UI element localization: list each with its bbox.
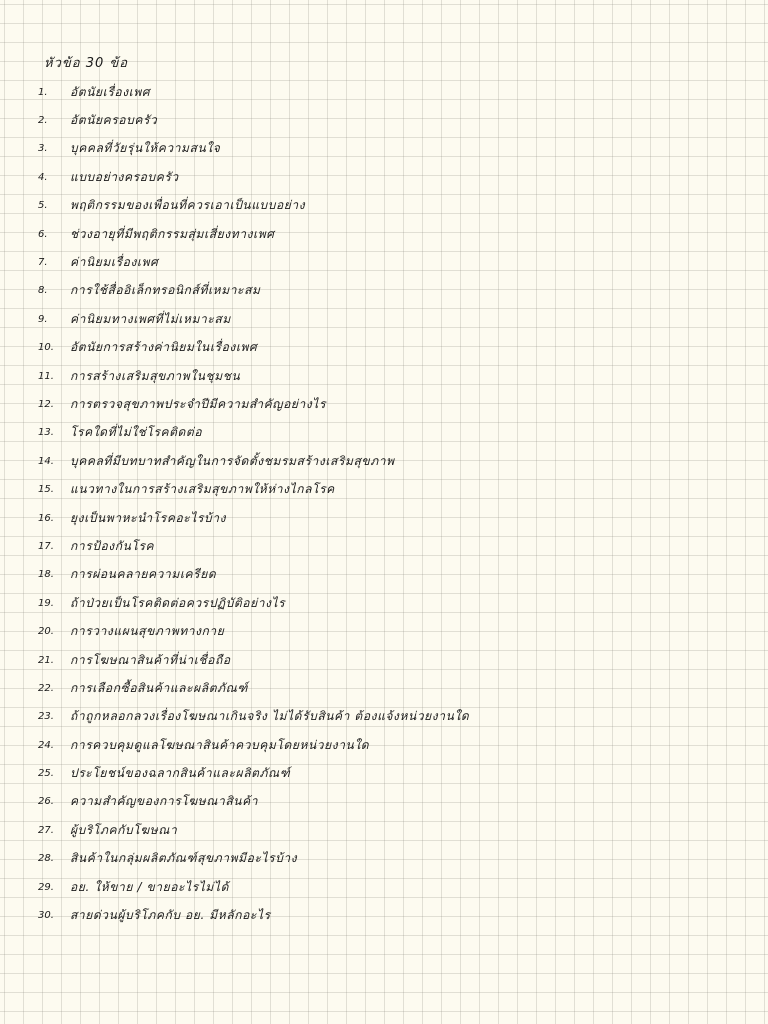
item-text: ค่านิยมทางเพศที่ไม่เหมาะสม <box>70 311 231 326</box>
item-text: การสร้างเสริมสุขภาพในชุมชน <box>70 368 241 383</box>
item-text: พฤติกรรมของเพื่อนที่ควรเอาเป็นแบบอย่าง <box>70 198 306 213</box>
list-item <box>38 703 469 731</box>
item-text: อัตนัยครอบครัว <box>70 113 158 128</box>
item-number: 23. <box>38 711 54 723</box>
item-text: ประโยชน์ของฉลากสินค้าและผลิตภัณฑ์ <box>70 766 291 781</box>
item-text: โรคใดที่ไม่ใช่โรคติดต่อ <box>70 425 203 440</box>
item-number: 22. <box>38 682 54 694</box>
item-text: การควบคุมดูแลโฆษณาสินค้าควบคุมโดยหน่วยงานใด <box>70 737 370 752</box>
page-title: หัวข้อ 30 ข้อ <box>44 56 129 71</box>
item-text: การตรวจสุขภาพประจำปีมีความสำคัญอย่างไร <box>70 396 326 411</box>
item-number: 10. <box>38 342 54 354</box>
item-number: 19. <box>38 597 54 609</box>
item-text: ช่วงอายุที่มีพฤติกรรมสุ่มเสี่ยงทางเพศ <box>70 226 275 241</box>
item-text: อัตนัยการสร้างค่านิยมในเรื่องเพศ <box>70 340 258 355</box>
item-number: 12. <box>38 398 54 410</box>
list-item <box>38 419 469 447</box>
list-item <box>38 447 469 475</box>
list-item <box>38 305 469 333</box>
list-item <box>38 788 469 816</box>
list-item <box>38 277 469 305</box>
item-text: การวางแผนสุขภาพทางกาย <box>70 624 225 639</box>
item-number: 26. <box>38 796 54 808</box>
item-text: บุคคลที่มีบทบาทสำคัญในการจัดตั้งชมรมสร้างเสริมสุขภาพ <box>70 453 395 468</box>
list-item <box>38 816 469 844</box>
item-text: ถ้าถูกหลอกลวงเรื่องโฆษณาเกินจริง ไม่ได้รับสินค้า ต้องแจ้งหน่วยงานใด <box>70 709 470 724</box>
item-number: 21. <box>38 654 54 666</box>
list-item <box>38 901 469 929</box>
list-item <box>38 192 469 220</box>
list-item <box>38 504 469 532</box>
item-number: 5. <box>38 200 48 212</box>
item-text: การผ่อนคลายความเครียด <box>70 567 217 582</box>
list-item <box>38 731 469 759</box>
item-text: การโฆษณาสินค้าที่น่าเชื่อถือ <box>70 652 231 667</box>
list-item <box>38 334 469 362</box>
list-item <box>38 674 469 702</box>
list-item <box>38 845 469 873</box>
list-item <box>38 163 469 191</box>
item-text: บุคคลที่วัยรุ่นให้ความสนใจ <box>70 141 221 156</box>
item-number: 3. <box>38 143 48 155</box>
list-item <box>38 617 469 645</box>
item-number: 30. <box>38 910 54 922</box>
item-text: อย. ให้ขาย / ขายอะไรไม่ได้ <box>70 879 229 894</box>
item-number: 16. <box>38 512 54 524</box>
list-item <box>38 362 469 390</box>
item-number: 13. <box>38 427 54 439</box>
list-item <box>38 646 469 674</box>
item-number: 27. <box>38 824 54 836</box>
list-item <box>38 759 469 787</box>
item-number: 8. <box>38 285 48 297</box>
item-text: แนวทางในการสร้างเสริมสุขภาพให้ห่างไกลโรค <box>70 482 335 497</box>
item-number: 20. <box>38 626 54 638</box>
item-text: สินค้าในกลุ่มผลิตภัณฑ์สุขภาพมีอะไรบ้าง <box>70 851 298 866</box>
list-item <box>38 475 469 503</box>
item-text: การป้องกันโรค <box>70 538 155 553</box>
item-number: 28. <box>38 853 54 865</box>
item-number: 7. <box>38 257 48 269</box>
list-item <box>38 532 469 560</box>
item-text: สายด่วนผู้บริโภคกับ อย. มีหลักอะไร <box>70 908 271 923</box>
item-number: 24. <box>38 739 54 751</box>
list-item <box>38 135 469 163</box>
item-number: 17. <box>38 540 54 552</box>
item-number: 15. <box>38 484 54 496</box>
list-item <box>38 873 469 901</box>
item-text: การใช้สื่ออิเล็กทรอนิกส์ที่เหมาะสม <box>70 283 261 298</box>
item-text: ความสำคัญของการโฆษณาสินค้า <box>70 794 259 809</box>
list-item <box>38 106 469 134</box>
item-number: 2. <box>38 115 48 127</box>
list-item <box>38 561 469 589</box>
list-item <box>38 390 469 418</box>
topic-list <box>38 78 469 930</box>
item-text: อัตนัยเรื่องเพศ <box>70 84 151 99</box>
item-number: 18. <box>38 569 54 581</box>
item-text: การเลือกซื้อสินค้าและผลิตภัณฑ์ <box>70 680 248 695</box>
item-number: 6. <box>38 228 48 240</box>
item-number: 1. <box>38 86 48 98</box>
item-text: ค่านิยมเรื่องเพศ <box>70 255 159 270</box>
list-item <box>38 78 469 106</box>
item-number: 4. <box>38 171 48 183</box>
item-number: 29. <box>38 881 54 893</box>
item-number: 14. <box>38 455 54 467</box>
list-item <box>38 248 469 276</box>
item-number: 25. <box>38 768 54 780</box>
list-item <box>38 589 469 617</box>
item-number: 11. <box>38 370 54 382</box>
item-text: แบบอย่างครอบครัว <box>70 169 179 184</box>
item-text: ถ้าป่วยเป็นโรคติดต่อควรปฏิบัติอย่างไร <box>70 595 286 610</box>
list-item <box>38 220 469 248</box>
item-text: ยุงเป็นพาหะนำโรคอะไรบ้าง <box>70 510 227 525</box>
item-number: 9. <box>38 313 48 325</box>
item-text: ผู้บริโภคกับโฆษณา <box>70 822 178 837</box>
